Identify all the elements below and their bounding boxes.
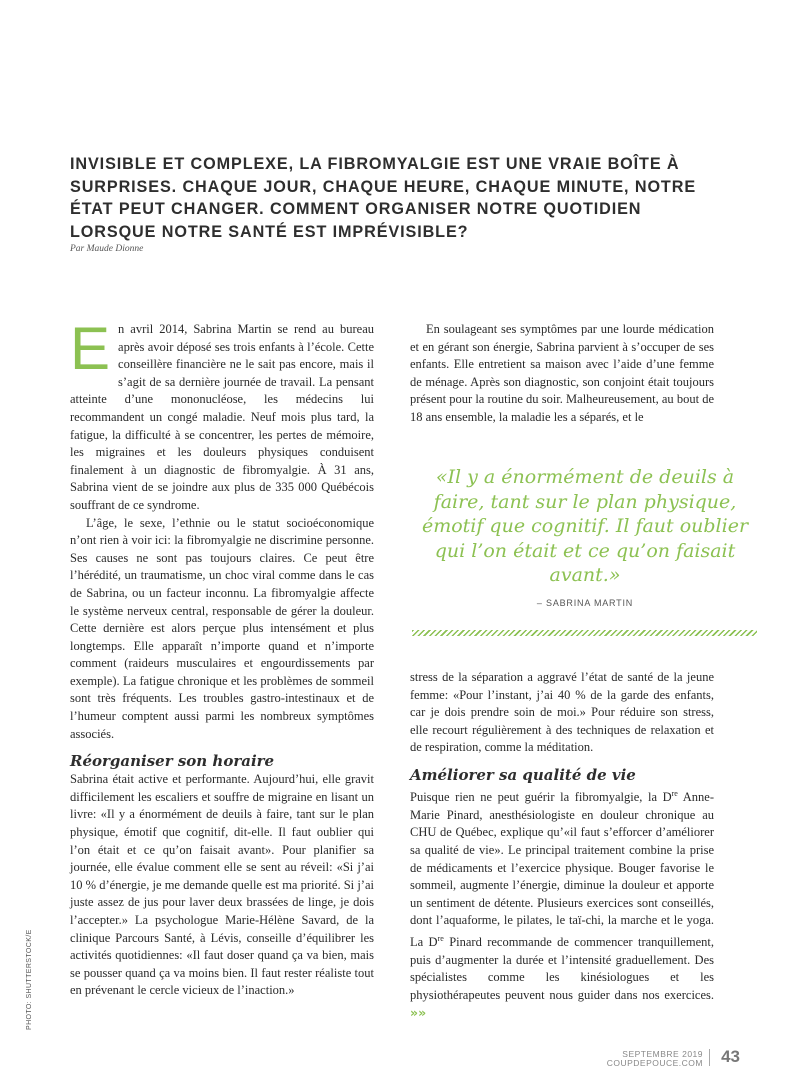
subheading-ameliorer: Améliorer sa qualité de vie: [410, 765, 636, 784]
article-column-right-bottom: [410, 669, 714, 1023]
drop-cap: E: [70, 315, 111, 382]
superscript: re: [671, 788, 678, 798]
text-run: Anne-Marie Pinard, anesthésiologiste en douleur chronique au CHU de Québec, explique qu’«il faut s’efforcer d’améliorer sa qualité de vie». Le principal traitement combine la prise de médicaments et l’exercice physique. Bouger favorise le sommeil, augmente l’énergie, diminue la douleur et apporte un sentiment de détente. Plusieurs exercices sont conseillés, dont l’aquaforme, le pilates, le taï-chi, la marche et le yoga. La D: [410, 790, 714, 950]
page-footer: [605, 1046, 740, 1066]
paragraph: L’âge, le sexe, l’ethnie ou le statut socioéconomique n’ont rien à voir ici: la fibromyalgie ne discrimine personne. Ses causes ne sont pas toujours claires. Ce peut être l’hérédité, un traumatisme, un choc viral comme dans le cas de Sabrina, ou un facteur inconnu. La fibromyalgie affecte le système nerveux central, responsable de gérer la douleur. Cette dernière est alors perçue plus intensément et plus longtemps. Elle apparaît n’importe quand et n’importe comment (raideurs musculaires et engourdissements par exemple). La fatigue chronique et les problèmes de sommeil sont très fréquents. Les troubles gastro-intestinaux et de l’humeur comptent aussi parmi les nombreux symptômes associés.: [70, 515, 374, 741]
footer-divider: [709, 1049, 710, 1066]
article-column-left: [70, 315, 374, 1000]
paragraph: stress de la séparation a aggravé l’état de santé de la jeune femme: «Pour l’instant, j’ai 40 % de la garde des enfants, car je dois prendre soin de moi.» Pour réduire son stress, elle recourt régulièrement à des techniques de relaxation et de respiration, comme la méditation.: [410, 670, 714, 755]
photo-credit: PHOTO: SHUTTERSTOCK/E: [26, 929, 33, 1030]
headline: INVISIBLE ET COMPLEXE, LA FIBROMYALGIE EST UNE VRAIE BOÎTE À SURPRISES. CHAQUE JOUR, CHAQUE HEURE, CHAQUE MINUTE, NOTRE ÉTAT PEUT CHANGER. COMMENT ORGANISER NOTRE QUOTIDIEN LORSQUE NOTRE SANTÉ EST IMPRÉVISIBLE?: [70, 155, 697, 241]
text-run: Puisque rien ne peut guérir la fibromyalgie, la D: [410, 790, 672, 805]
paragraph-intro: [70, 315, 374, 515]
page-number: 43: [721, 1047, 740, 1066]
pull-quote-text: «Il y a énormément de deuils à faire, tant sur le plan physique, émotif que cognitif. Il faut oublier qui l’on était et ce qu’on faisait avant.»: [421, 466, 749, 586]
website: COUPDEPOUCE.COM: [606, 1058, 703, 1066]
subheading-reorganiser: Réorganiser son horaire: [70, 752, 275, 771]
issue-date: SEPTEMBRE 2019: [622, 1049, 703, 1059]
decorative-hatch-divider: [412, 630, 757, 636]
paragraph-intro-text: n avril 2014, Sabrina Martin se rend au bureau après avoir déposé ses trois enfants à l’école. Cette conseillère financière ne le sait pas encore, mais il s’agit de sa dernière journée de travail. La pensant atteinte d’une mononucléose, les médecins lui recommandent un congé maladie. Neuf mois plus tard, la fatigue, la difficulté à se concentrer, les pertes de mémoire, les migraines et les douleurs physiques conduisent finalement à un diagnostic de fibromyalgie. À 31 ans, Sabrina vient de se joindre aux plus de 335 000 Québécois souffrant de ce syndrome.: [70, 322, 374, 512]
pull-quote-attribution: – SABRINA MARTIN: [536, 597, 634, 608]
continued-arrow-icon: »»: [410, 1005, 427, 1021]
paragraph: Sabrina était active et performante. Aujourd’hui, elle gravit difficilement les escaliers et souffre de migraine en lisant un livre: «Il y a énormément de deuils à faire, tant sur le plan physique, émotif que cognitif, dit-elle. Il faut oublier qui l’on était et ce qu’on faisait avant». Pour planifier sa journée, elle évalue comment elle se sent au réveil: «Si j’ai 10 % d’énergie, je me demande quelle est ma priorité. Si j’ai juste assez de jus pour laver deux brassées de linge, je dois l’accepter.» La psychologue Marie-Hélène Savard, de la clinique Parcours Santé, à Lévis, conseille d’équilibrer les activités quotidiennes: «Il faut doser quand ça va bien, mais se pousser quand ça va moins bien. Il faut rester réaliste tout en prévenant le cercle vicieux de l’inaction.»: [70, 772, 374, 998]
text-run: Pinard recommande de commencer tranquillement, puis d’augmenter la durée et l’intensité graduellement. Des spécialistes comme les kinésiologues et les physiothérapeutes peuvent nous guider dans nos exercices.: [410, 935, 714, 1002]
paragraph: En soulageant ses symptômes par une lourde médication et en gérant son énergie, Sabrina parvient à s’occuper de ses enfants. Elle entretient sa maison avec l’aide d’une femme de ménage. Après son diagnostic, son conjoint était toujours présent pour la routine du soir. Malheureusement, au bout de 18 ans ensemble, la maladie les a séparés, et le: [410, 322, 714, 424]
byline: Par Maude Dionne: [70, 244, 144, 254]
pull-quote: [415, 465, 755, 608]
article-column-right-top: [410, 321, 714, 441]
superscript: re: [437, 933, 444, 943]
paragraph-final: [410, 785, 714, 1023]
